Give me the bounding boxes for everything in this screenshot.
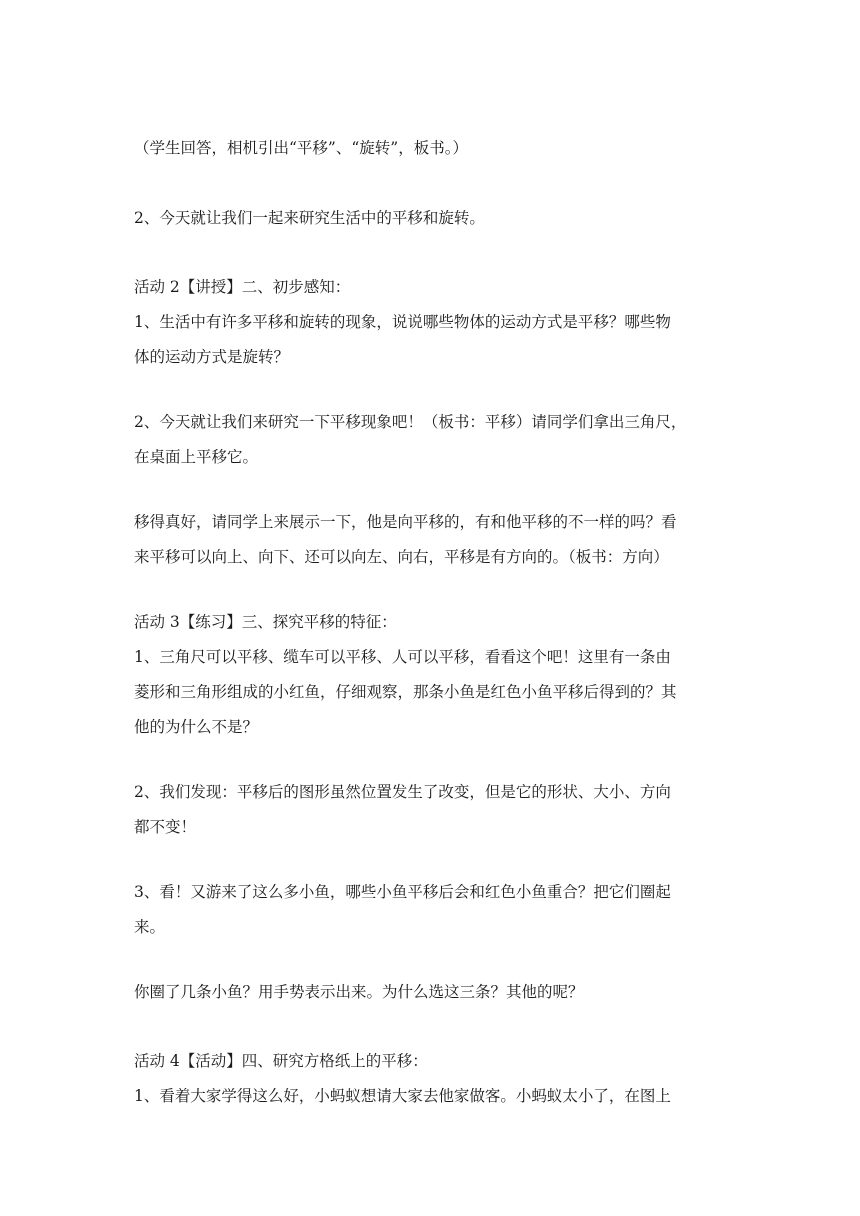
text-line: 在桌面上平移它。	[134, 448, 259, 466]
heading-activity-4	[134, 1044, 734, 1079]
text-line: 活动 4【活动】四、研究方格纸上的平移：	[134, 1052, 428, 1070]
text-line: 2、今天就让我们一起来研究生活中的平移和旋转。	[134, 209, 485, 227]
text-line: 活动 3【练习】三、探究平移的特征：	[134, 613, 397, 631]
paragraph-perception-2	[134, 405, 734, 475]
text-line: 3、看！又游来了这么多小鱼，哪些小鱼平移后会和红色小鱼重合？把它们圈起	[134, 883, 671, 901]
text-line: （学生回答，相机引出“平移”、“旋转”，板书。）	[134, 139, 468, 157]
text-line: 他的为什么不是？	[134, 718, 259, 736]
heading-activity-3	[134, 605, 734, 640]
text-line: 来。	[134, 918, 166, 936]
paragraph-feature-2	[134, 775, 734, 845]
paragraph-feature-1	[134, 640, 734, 745]
heading-activity-2	[134, 270, 734, 305]
text-line: 体的运动方式是旋转？	[134, 348, 290, 366]
paragraph-count-fish	[134, 975, 734, 1010]
text-line: 1、生活中有许多平移和旋转的现象，说说哪些物体的运动方式是平移？哪些物	[134, 313, 671, 331]
text-line: 你圈了几条小鱼？用手势表示出来。为什么选这三条？其他的呢？	[134, 983, 584, 1001]
text-line: 菱形和三角形组成的小红鱼，仔细观察，那条小鱼是红色小鱼平移后得到的？其	[134, 683, 677, 701]
document-page	[134, 0, 734, 1216]
text-line: 移得真好，请同学上来展示一下，他是向平移的，有和他平移的不一样的吗？看	[134, 513, 677, 531]
text-line: 2、我们发现：平移后的图形虽然位置发生了改变，但是它的形状、大小、方向	[134, 783, 671, 801]
text-line: 都不变！	[134, 818, 197, 836]
text-line: 1、三角尺可以平移、缆车可以平移、人可以平移，看看这个吧！这里有一条由	[134, 648, 671, 666]
paragraph-grid-1	[134, 1079, 734, 1114]
text-line: 来平移可以向上、向下、还可以向左、向右，平移是有方向的。（板书：方向）	[134, 548, 669, 566]
paragraph-demonstration	[134, 505, 734, 575]
paragraph-feature-3	[134, 875, 734, 945]
paragraph-student-answer	[134, 131, 734, 166]
text-line: 2、今天就让我们来研究一下平移现象吧！（板书：平移）请同学们拿出三角尺，	[134, 413, 687, 431]
paragraph-perception-1	[134, 305, 734, 375]
text-line: 活动 2【讲授】二、初步感知：	[134, 278, 351, 296]
paragraph-intro-2	[134, 201, 734, 236]
text-line: 1、看着大家学得这么好，小蚂蚁想请大家去他家做客。小蚂蚁太小了，在图上	[134, 1087, 671, 1105]
